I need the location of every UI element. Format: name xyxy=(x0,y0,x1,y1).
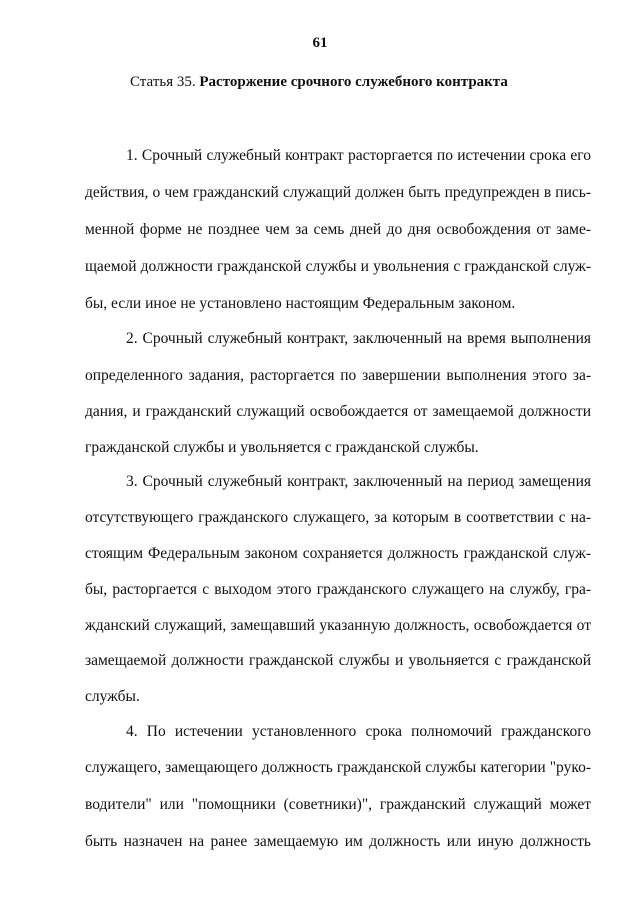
text-line: замещаемой должности гражданской службы и увольняется с гражданской xyxy=(85,652,591,669)
text-line: стоящим Федеральным законом сохраняется должность гражданской служ- xyxy=(85,545,591,562)
text-line: отсутствующего гражданского служащего, за которым в соответствии с на- xyxy=(85,509,591,526)
text-line: служащего, замещающего должность гражданской службы категории "руко- xyxy=(85,759,591,776)
text-line: 2. Срочный служебный контракт, заключенный на время выполнения xyxy=(126,330,591,347)
text-line: жданский служащий, замещавший указанную должность, освобождается от xyxy=(85,617,591,634)
article-title: Расторжение срочного служебного контракта xyxy=(199,74,508,90)
article-label: Статья 35. xyxy=(130,74,196,90)
text-line: дания, и гражданский служащий освобождается от замещаемой должности xyxy=(85,403,591,420)
text-line: 3. Срочный служебный контракт, заключенный на период замещения xyxy=(126,473,591,490)
text-line: щаемой должности гражданской службы и увольнения с гражданской служ- xyxy=(85,258,591,275)
text-line: 4. По истечении установленного срока полномочий гражданского xyxy=(126,723,591,740)
text-line: водители" или "помощники (советники)", гражданский служащий может xyxy=(85,796,591,813)
text-line: определенного задания, расторгается по завершении выполнения этого за- xyxy=(85,367,591,384)
page-number: 61 xyxy=(312,35,328,51)
text-line: 1. Срочный служебный контракт расторгается по истечении срока его xyxy=(126,147,591,164)
text-line: быть назначен на ранее замещаемую им должность или иную должность xyxy=(85,833,591,850)
text-line: службы. xyxy=(85,688,140,705)
text-line: менной форме не позднее чем за семь дней до дня освобождения от заме- xyxy=(85,221,591,238)
text-line: бы, если иное не установлено настоящим Федеральным законом. xyxy=(85,295,516,312)
text-line: действия, о чем гражданский служащий должен быть предупрежден в пись- xyxy=(85,184,591,201)
text-line: гражданской службы и увольняется с гражданской службы. xyxy=(85,439,479,456)
text-line: бы, расторгается с выходом этого гражданского служащего на службу, гра- xyxy=(85,581,591,598)
